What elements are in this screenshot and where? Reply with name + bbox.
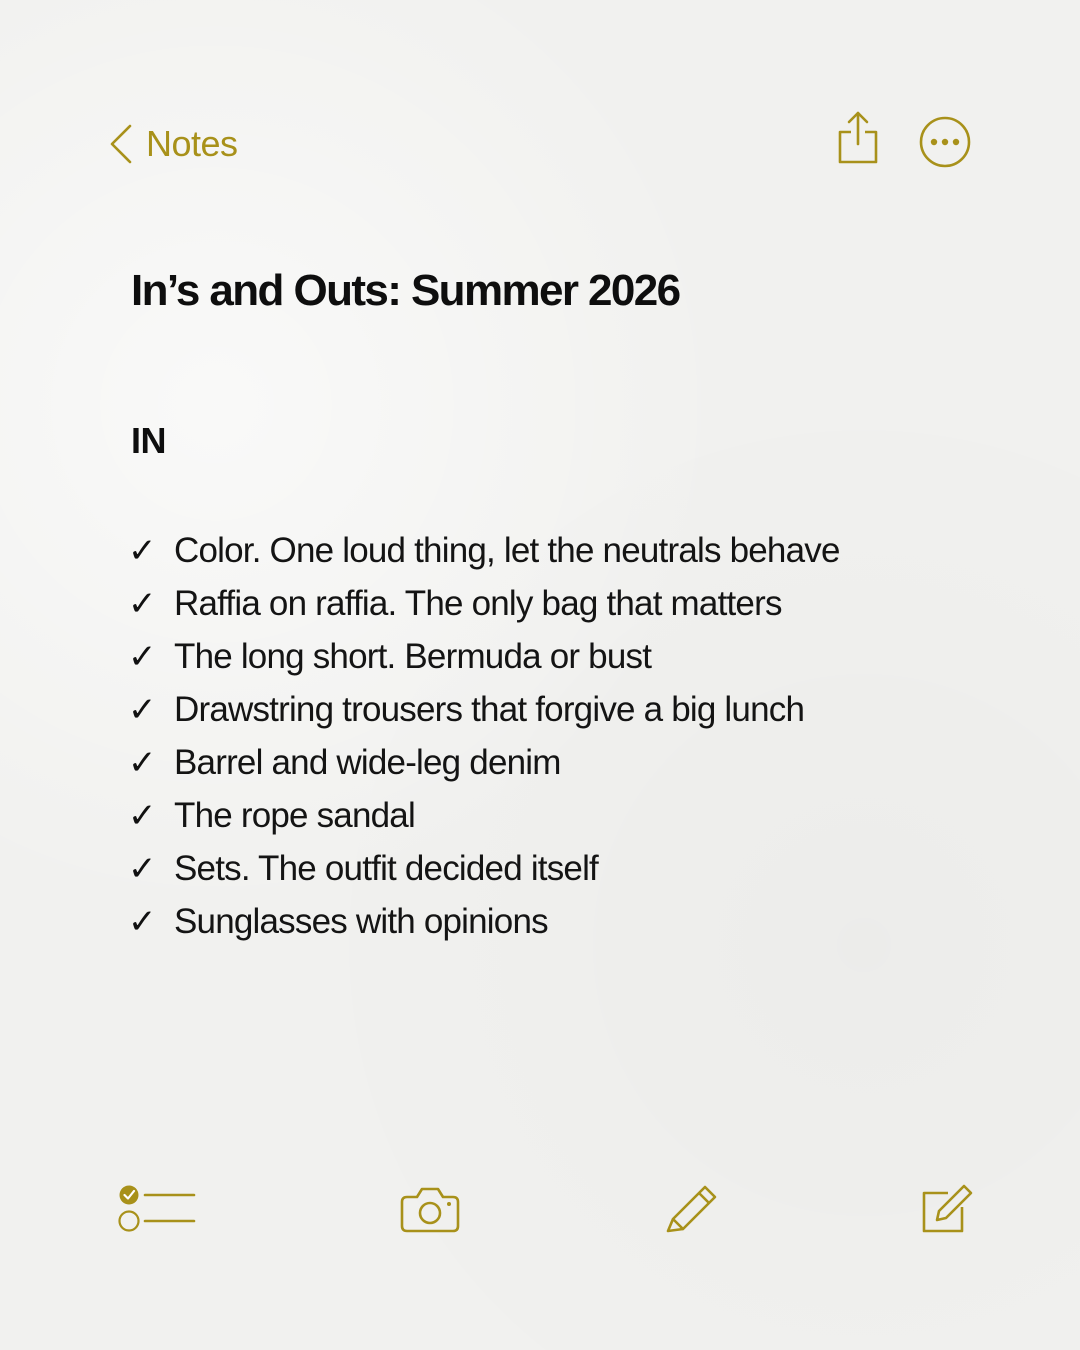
checkmark-icon: ✓ <box>128 795 156 836</box>
checkmark-icon: ✓ <box>128 742 156 783</box>
more-icon[interactable] <box>917 114 973 175</box>
list-item <box>128 789 840 842</box>
list-item-text: Color. One loud thing, let the neutrals behave <box>174 530 840 570</box>
list-item-text: The long short. Bermuda or bust <box>174 636 652 676</box>
back-button[interactable] <box>108 118 238 170</box>
checkmark-icon: ✓ <box>128 583 156 624</box>
list-item-text: Sunglasses with opinions <box>174 901 548 941</box>
checkmark-icon: ✓ <box>128 530 156 571</box>
list-item <box>128 630 840 683</box>
checkmark-icon: ✓ <box>128 636 156 677</box>
share-icon[interactable] <box>834 110 882 171</box>
list-item-text: Sets. The outfit decided itself <box>174 848 598 888</box>
list-item <box>128 683 840 736</box>
list-item <box>128 895 840 948</box>
back-button-label: Notes <box>146 123 238 164</box>
section-heading: IN <box>131 420 166 461</box>
list-item-text: Barrel and wide-leg denim <box>174 742 561 782</box>
list-item <box>128 524 840 577</box>
in-list <box>128 524 840 948</box>
checkmark-icon: ✓ <box>128 848 156 889</box>
checkmark-icon: ✓ <box>128 689 156 730</box>
camera-icon[interactable] <box>399 1185 461 1238</box>
list-item-text: Raffia on raffia. The only bag that matters <box>174 583 782 623</box>
list-item-text: Drawstring trousers that forgive a big lunch <box>174 689 805 729</box>
list-item <box>128 842 840 895</box>
list-item <box>128 736 840 789</box>
markup-icon[interactable] <box>665 1183 719 1240</box>
note-title: In’s and Outs: Summer 2026 <box>131 266 680 315</box>
compose-icon[interactable] <box>920 1183 974 1240</box>
checklist-icon[interactable] <box>117 1184 197 1237</box>
checkmark-icon: ✓ <box>128 901 156 942</box>
chevron-left-icon <box>108 122 134 166</box>
list-item <box>128 577 840 630</box>
list-item-text: The rope sandal <box>174 795 415 835</box>
